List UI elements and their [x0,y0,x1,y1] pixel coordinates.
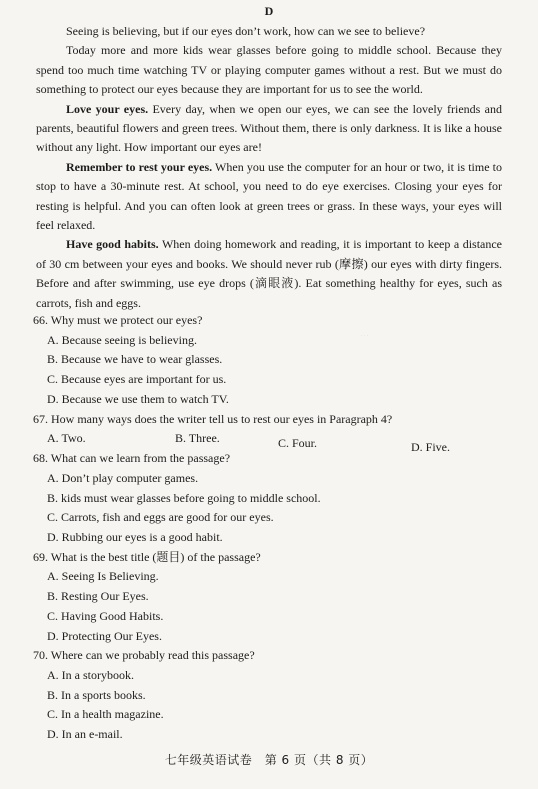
option-d: D. In an e-mail. [47,727,123,742]
question-69 [33,548,503,647]
paragraph-5-lead: Have good habits. [66,237,159,252]
question-stem: 66. Why must we protect our eyes? [33,313,203,327]
paragraph-3 [36,100,502,158]
option-a: A. Because seeing is believing. [47,332,197,347]
option-d: D. Five. [411,440,450,455]
paragraph-4 [36,158,502,236]
question-stem: 70. Where can we probably read this passage? [33,648,255,663]
option-b: B. Because we have to wear glasses. [47,352,223,367]
option-a: A. Two. [47,431,86,446]
option-b: B. kids must wear glasses before going to middle school. [47,490,321,505]
paragraph-1: Seeing is believing, but if our eyes don’t work, how can we see to believe? [66,24,426,38]
paragraph-3-lead: Love your eyes. [66,101,149,116]
paragraph-4-body: When you use the computer for an hour or two, it is time to stop to have a 30-minute rest. At school, you need to do eye exercises. Closing your eyes for resting is helpful. And you can often look at green trees or grass. In these ways, your eyes will feel relaxed. [36,159,502,233]
question-list [33,311,503,745]
bleed-through-text: ··· [360,330,369,340]
option-d: D. Rubbing our eyes is a good habit. [47,530,223,545]
option-b: B. Three. [175,431,220,446]
option-b: B. In a sports books. [47,687,146,702]
option-b: B. Resting Our Eyes. [47,589,149,604]
question-70 [33,646,503,745]
question-stem: 68. What can we learn from the passage? [33,451,231,466]
option-c: C. Carrots, fish and eggs are good for our eyes. [47,510,274,525]
option-c: C. Four. [278,436,318,451]
question-68 [33,449,503,548]
option-c: C. Having Good Habits. [47,608,164,623]
options-row [33,429,503,455]
option-d: D. Protecting Our Eyes. [47,628,162,643]
question-stem: 69. What is the best title (题目) of the passage? [33,549,261,564]
option-a: A. Seeing Is Believing. [47,569,159,584]
option-a: A. In a storybook. [47,667,134,682]
option-c: C. Because eyes are important for us. [47,372,227,387]
paragraph-5 [36,235,502,313]
option-d: D. Because we use them to watch TV. [47,391,229,406]
question-stem: 67. How many ways does the writer tell us to rest our eyes in Paragraph 4? [33,411,393,426]
option-a: A. Don’t play computer games. [47,470,199,485]
paragraph-4-lead: Remember to rest your eyes. [66,159,213,174]
question-67 [33,410,503,455]
paragraph-2: Today more and more kids wear glasses before going to middle school. Because they spend too much time watching TV or playing computer games without a rest. But we must do something to protect our eyes because they are important for us to see the world. [36,43,502,97]
reading-passage [36,22,502,313]
question-66 [33,311,503,410]
paragraph-3-body: Every day, when we open our eyes, we can see the lovely friends and parents, beautiful flowers and green trees. Without them, there is only darkness. It is like a house without any light. How important our eyes are! [36,101,502,155]
option-c: C. In a health magazine. [47,707,164,722]
section-letter: D [264,4,274,18]
page-footer: 七年级英语试卷 第 6 页（共 8 页） [164,753,374,767]
paragraph-5-body: When doing homework and reading, it is important to keep a distance of 30 cm between your eyes and books. We should never rub (摩擦) our eyes with dirty fingers. Before and after swimming, use eye drops (滴眼液). Eat something healthy for eyes, such as carrots, fish and eggs. [36,237,503,310]
